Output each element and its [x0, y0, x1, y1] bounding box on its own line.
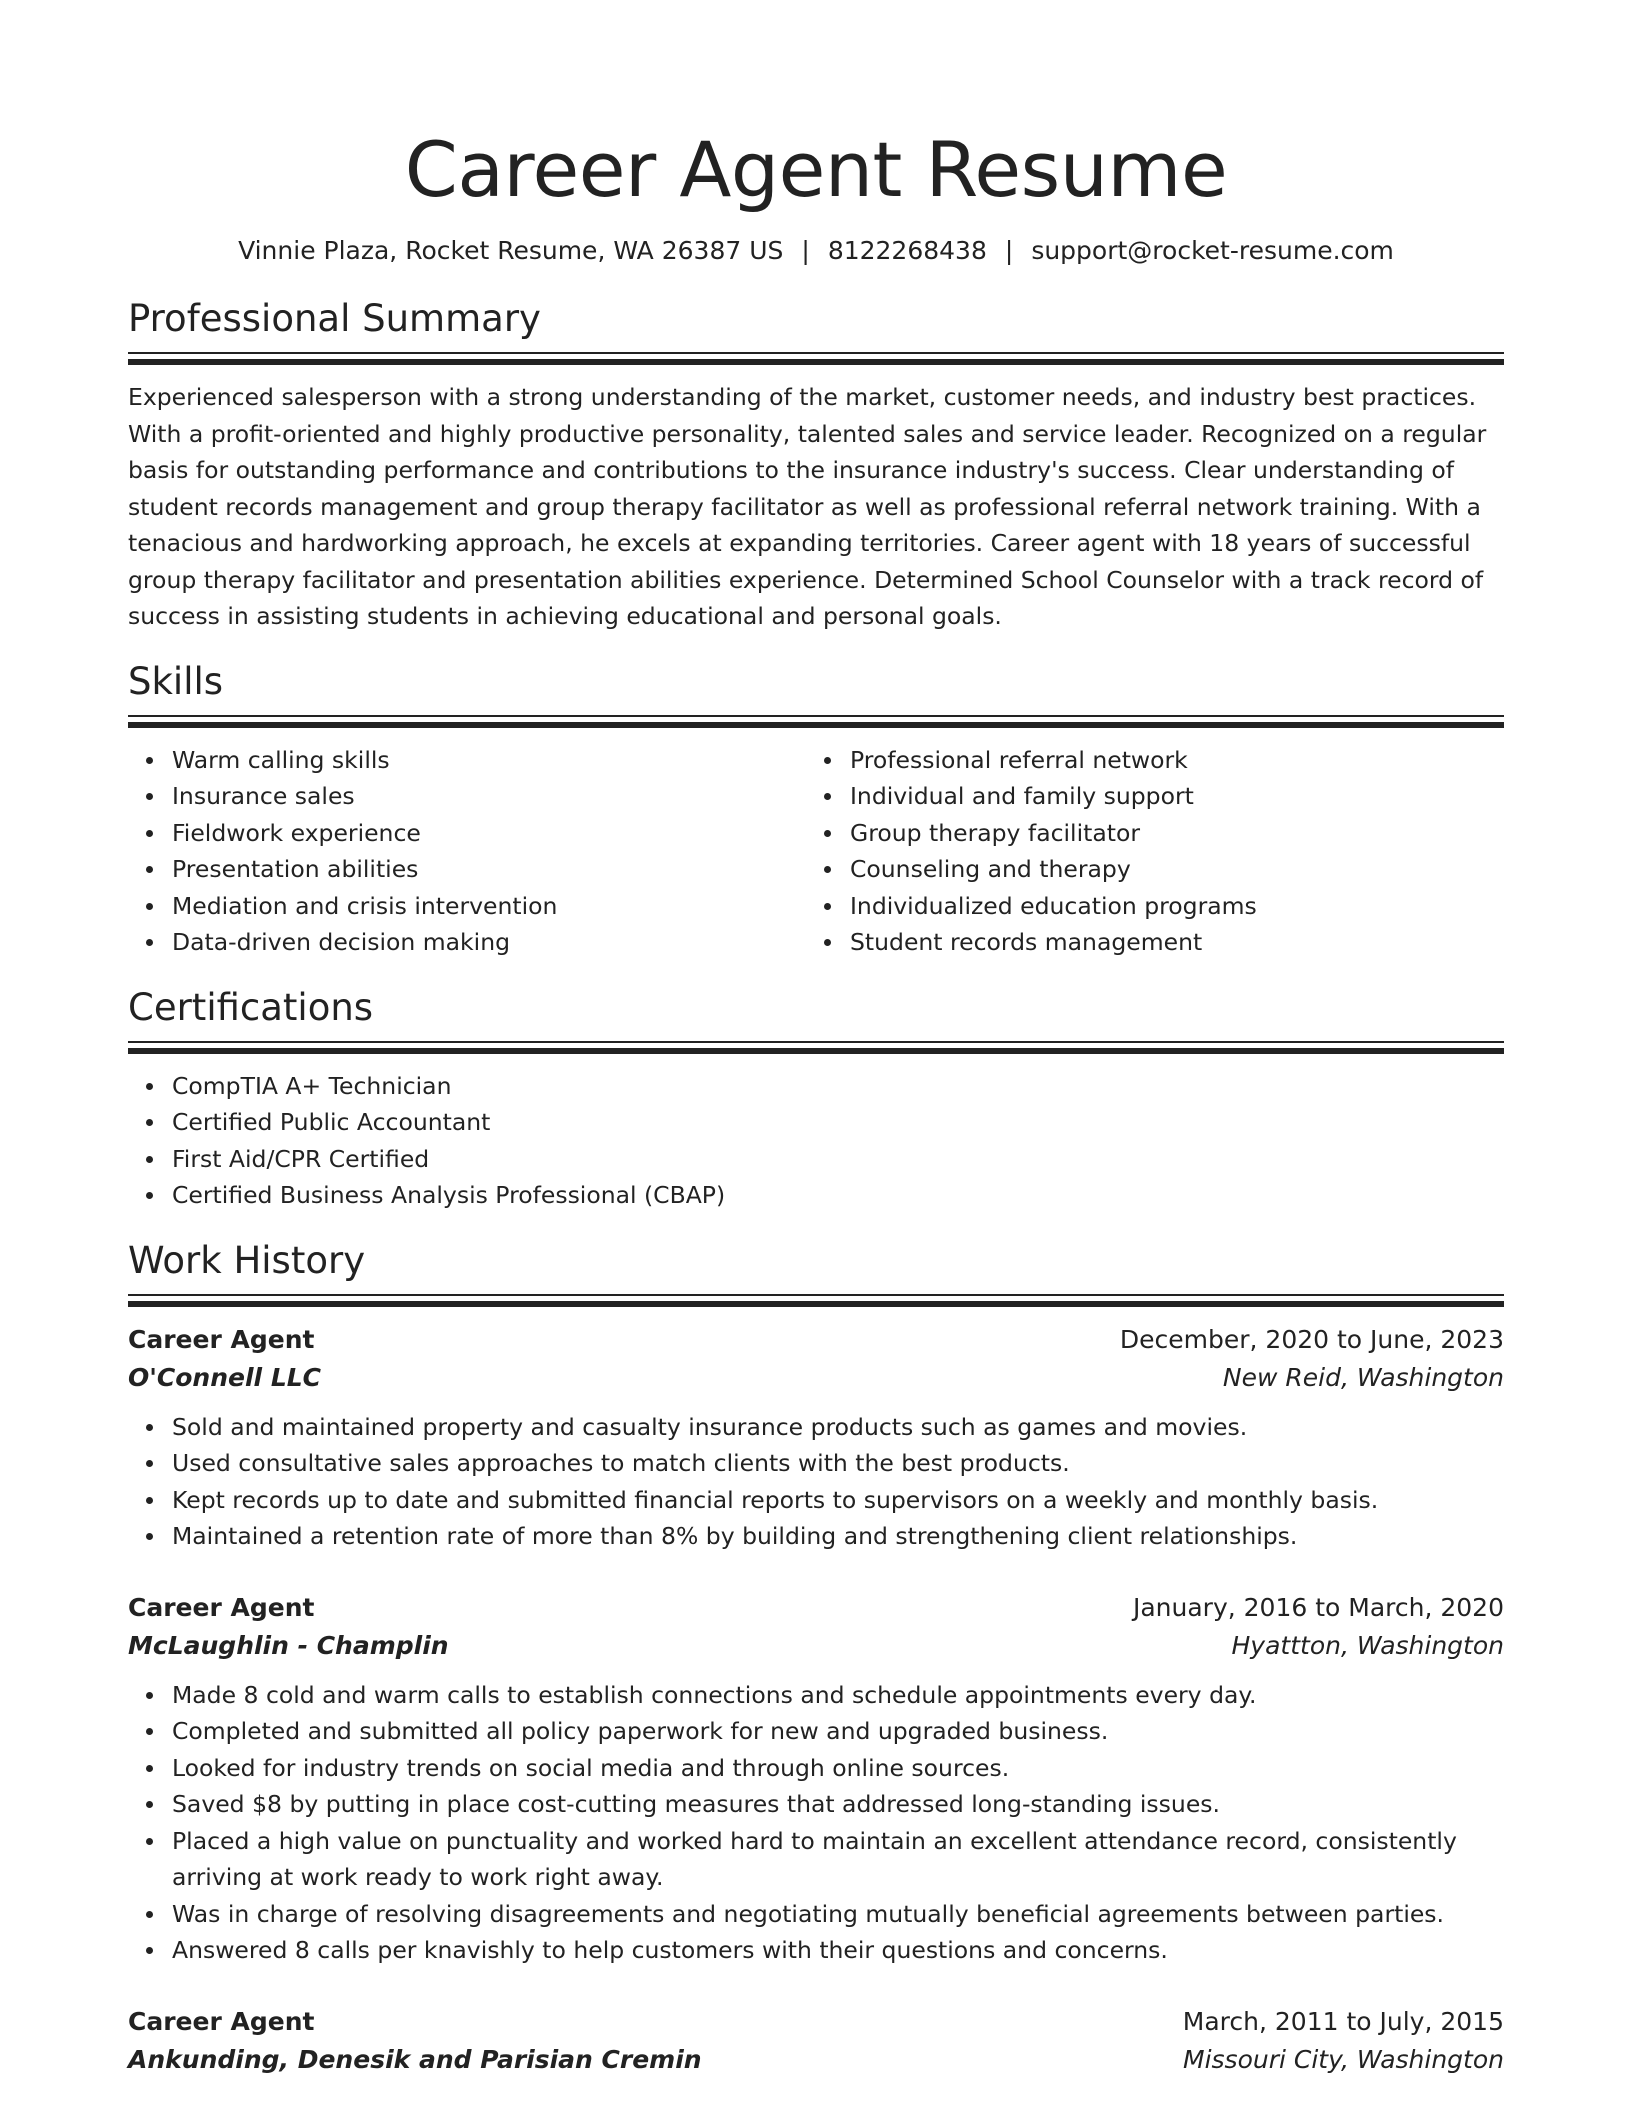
job-bullet: Maintained a retention rate of more than 8% by building and strengthening client relationships.: [172, 1518, 1504, 1555]
section-divider: [128, 352, 1504, 365]
job-bullet: Answered 8 calls per knavishly to help customers with their questions and concerns.: [172, 1932, 1504, 1969]
section-divider: [128, 1294, 1504, 1307]
job-title: Career Agent: [128, 2006, 315, 2036]
section-divider: [128, 1041, 1504, 1054]
job-bullet: Placed a high value on punctuality and worked hard to maintain an excellent attendance record, consistently arriving at work ready to work right away.: [172, 1823, 1504, 1896]
skills-list-left: [128, 742, 806, 961]
job-bullet: Completed and submitted all policy paperwork for new and upgraded business.: [172, 1713, 1504, 1750]
job-company: Ankunding, Denesik and Parisian Cremin: [128, 2044, 702, 2074]
job-location: Hyattton, Washington: [1231, 1630, 1504, 1660]
job-bullet: Kept records up to date and submitted financial reports to supervisors on a weekly and monthly basis.: [172, 1482, 1504, 1519]
summary-text: Experienced salesperson with a strong understanding of the market, customer needs, and industry best practices. With a profit-oriented and highly productive personality, talented sales and service leader. Recognized on a regular basis for outstanding performance and contributions to the insurance industry's success. Clear understanding of student records management and group therapy facilitator as well as professional referral network training. With a tenacious and hardworking approach, he excels at expanding territories. Career agent with 18 years of successful group therapy facilitator and presentation abilities experience. Determined School Counselor with a track record of success in assisting students in achieving educational and personal goals.: [128, 383, 1487, 630]
section-divider: [128, 715, 1504, 728]
skills-list-right: [806, 742, 1484, 961]
job-bullets: [128, 1677, 1504, 1969]
resume-page: [128, 0, 1504, 2079]
job-location: Missouri City, Washington: [1183, 2044, 1504, 2074]
skill-item: Mediation and crisis intervention: [172, 888, 806, 925]
summary-section: [128, 294, 1504, 635]
skills-grid: [128, 728, 1504, 961]
skill-item: Professional referral network: [850, 742, 1484, 779]
skill-item: Insurance sales: [172, 778, 806, 815]
job-subheader: [128, 2041, 1504, 2079]
job-company: O'Connell LLC: [128, 1362, 322, 1392]
job-company: McLaughlin - Champlin: [128, 1630, 449, 1660]
certification-item: First Aid/CPR Certified: [172, 1141, 1504, 1178]
skill-item: Student records management: [850, 924, 1484, 961]
contact-email: support@rocket-resume.com: [1031, 236, 1394, 265]
contact-line: [128, 234, 1504, 268]
skill-item: Group therapy facilitator: [850, 815, 1484, 852]
resume-title: Career Agent Resume: [404, 125, 1228, 214]
job-bullet: Looked for industry trends on social media and through online sources.: [172, 1750, 1504, 1787]
job-dates: March, 2011 to July, 2015: [1182, 2006, 1504, 2036]
certifications-heading: Certifications: [128, 985, 374, 1029]
job-dates: December, 2020 to June, 2023: [1119, 1324, 1504, 1354]
job-header: [128, 2003, 1504, 2041]
skill-item: Warm calling skills: [172, 742, 806, 779]
job-header: [128, 1321, 1504, 1359]
skill-item: Data-driven decision making: [172, 924, 806, 961]
job-bullet: Was in charge of resolving disagreements and negotiating mutually beneficial agreements between parties.: [172, 1896, 1504, 1933]
contact-separator: |: [1004, 236, 1014, 265]
contact-separator: |: [801, 236, 810, 265]
skill-item: Fieldwork experience: [172, 815, 806, 852]
job-bullets: [128, 1409, 1504, 1555]
work-history-section: [128, 1236, 1504, 2079]
job-entry: [128, 1321, 1504, 1555]
skills-heading: Skills: [128, 659, 224, 703]
summary-heading: Professional Summary: [128, 297, 541, 340]
skill-item: Individual and family support: [850, 778, 1484, 815]
job-subheader: [128, 1627, 1504, 1665]
skill-item: Counseling and therapy: [850, 851, 1484, 888]
job-location: New Reid, Washington: [1222, 1362, 1504, 1392]
job-dates: January, 2016 to March, 2020: [1132, 1592, 1504, 1622]
contact-address: Vinnie Plaza, Rocket Resume, WA 26387 US: [238, 236, 784, 265]
job-entry: [128, 1589, 1504, 1969]
certifications-list: [128, 1068, 1504, 1214]
job-bullet: Used consultative sales approaches to match clients with the best products.: [172, 1445, 1504, 1482]
skill-item: Presentation abilities: [172, 851, 806, 888]
job-entry: [128, 2003, 1504, 2079]
certification-item: CompTIA A+ Technician: [172, 1068, 1504, 1105]
skills-section: [128, 657, 1504, 961]
job-bullet: Saved $8 by putting in place cost-cutting measures that addressed long-standing issues.: [172, 1786, 1504, 1823]
skill-item: Individualized education programs: [850, 888, 1484, 925]
job-title: Career Agent: [128, 1592, 315, 1622]
certifications-section: [128, 983, 1504, 1214]
contact-phone: 8122268438: [827, 236, 987, 265]
job-title: Career Agent: [128, 1324, 315, 1354]
job-bullet: Sold and maintained property and casualty insurance products such as games and movies.: [172, 1409, 1504, 1446]
job-header: [128, 1589, 1504, 1627]
work-history-heading: Work History: [128, 1238, 366, 1282]
certification-item: Certified Business Analysis Professional (CBAP): [172, 1177, 1504, 1214]
certification-item: Certified Public Accountant: [172, 1104, 1504, 1141]
job-bullet: Made 8 cold and warm calls to establish connections and schedule appointments every day.: [172, 1677, 1504, 1714]
job-subheader: [128, 1359, 1504, 1397]
